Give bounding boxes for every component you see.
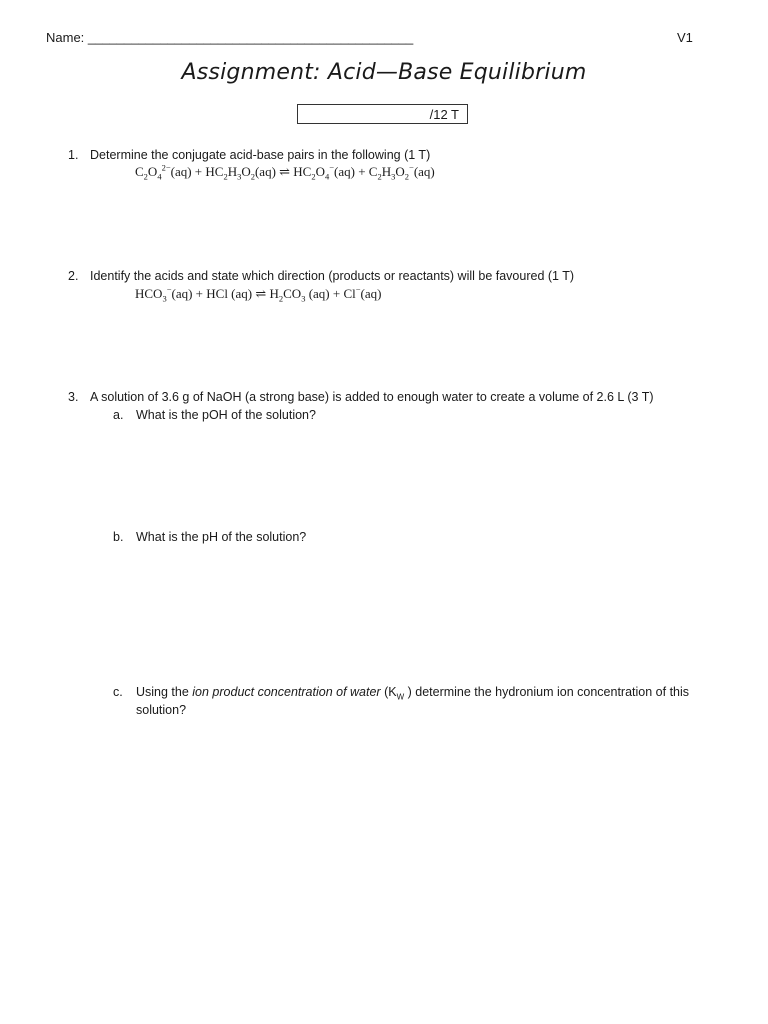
part-text: What is the pOH of the solution?: [136, 408, 316, 422]
part-letter: a.: [113, 408, 124, 422]
question-number: 2.: [68, 269, 79, 283]
question-number: 3.: [68, 390, 79, 404]
score-box: [297, 104, 468, 124]
part-text: Using the ion product concentration of water ($K_W$ ) determine the hydronium ion concentration of this: [136, 685, 690, 702]
equation-2: $HCO_3^-(aq)$ + HCl (aq) ⇌ $H_2CO_3$ (aq) + Cl−(aq): [135, 284, 382, 304]
score-total: /12 T: [429, 107, 459, 122]
page-title: Assignment: Acid—Base Equilibrium: [181, 60, 587, 85]
equation-1: $C_2O_4^{2-}(aq) + HC_2H_3O_2(aq)$ ⇌ $HC_2O_4^-(aq) + C_2H_3O_2^-(aq)$: [135, 162, 435, 182]
part-text: What is the pH of the solution?: [136, 530, 307, 544]
part-letter: c.: [113, 685, 123, 699]
question-text: A solution of 3.6 g of NaOH (a strong base) is added to enough water to create a volume of 2.6 L (3 T): [90, 390, 654, 404]
part-letter: b.: [113, 530, 124, 544]
version-label: V1: [677, 30, 693, 45]
name-field-label: Name: _____________________________________________: [46, 30, 414, 45]
question-text: Determine the conjugate acid-base pairs in the following (1 T): [90, 148, 431, 162]
question-number: 1.: [68, 148, 79, 162]
question-text: Identify the acids and state which direction (products or reactants) will be favoured (1 T): [90, 269, 575, 283]
part-text-line2: solution?: [136, 703, 187, 717]
